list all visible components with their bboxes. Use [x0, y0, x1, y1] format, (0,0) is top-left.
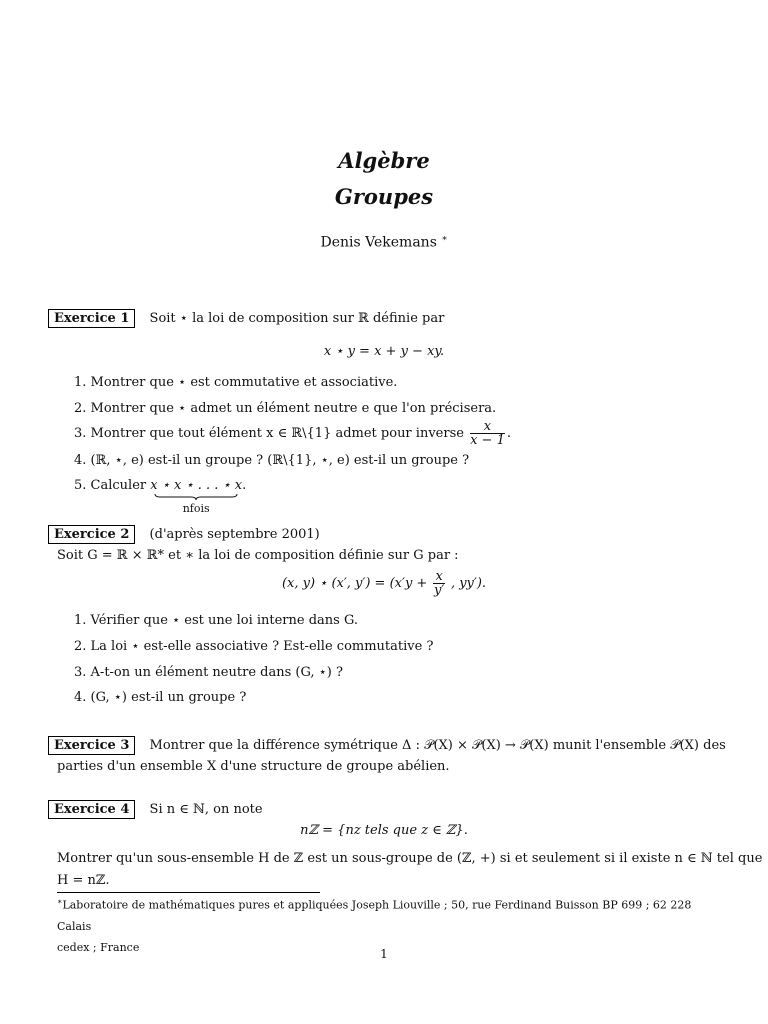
inverse-denominator: x − 1 [470, 433, 505, 448]
exercise-2-header [48, 525, 320, 544]
exercise-2-item-1: 1. Vérifier que ⋆ est une loi interne dans G. [74, 613, 359, 628]
exercise-3-header [48, 736, 726, 755]
author [0, 234, 768, 251]
exercise-1-header [48, 309, 444, 328]
exercise-4-label: Exercice 4 [48, 800, 135, 819]
footnote-mark: ∗ [57, 897, 63, 906]
exercise-2-intro: Soit G = ℝ × ℝ* et ∗ la loi de composition définie sur G par : [57, 548, 459, 563]
exercise-2-source: (d'après septembre 2001) [149, 527, 320, 542]
underbrace-expression [150, 478, 242, 515]
inverse-fraction [470, 420, 505, 447]
exercise-2-item-2: 2. La loi ⋆ est-elle associative ? Est-elle commutative ? [74, 639, 434, 654]
exercise-4-line-1: Montrer qu'un sous-ensemble H de ℤ est un sous-groupe de (ℤ, +) si et seulement si il existe n ∈ ℕ tel que [57, 851, 763, 866]
exercise-4-intro: Si n ∈ ℕ, on note [149, 802, 263, 817]
exercise-2-item-4: 4. (G, ⋆) est-il un groupe ? [74, 690, 247, 705]
exercise-1-item-5: 5. Calculer x ⋆ x ⋆ . . . ⋆ x nfois . [74, 478, 247, 515]
footnote-line-1: Laboratoire de mathématiques pures et appliquées Joseph Liouville ; 50, rue Ferdinand Buisson BP 699 ; 62 228 Calais [57, 898, 692, 933]
exercise-3-line-2: parties d'un ensemble X d'une structure de groupe abélien. [57, 759, 450, 774]
exercise-1-formula: x ⋆ y = x + y − xy. [323, 344, 445, 359]
exercise-1-intro: Soit ⋆ la loi de composition sur ℝ définie par [149, 311, 445, 326]
exercise-4-formula: nℤ = {nz tels que z ∈ ℤ}. [300, 823, 468, 838]
title-line-2: Groupes [334, 184, 434, 209]
author-name: Denis Vekemans [320, 234, 437, 251]
exercise-1-item-5-text: 5. Calculer [74, 478, 147, 493]
title-line-1: Algèbre [338, 148, 430, 173]
exercise-1-label: Exercice 1 [48, 309, 135, 328]
inverse-numerator: x [470, 420, 505, 434]
exercise-2-item-3: 3. A-t-on un élément neutre dans (G, ⋆) ? [74, 665, 343, 680]
exercise-2-label: Exercice 2 [48, 525, 135, 544]
underbrace-label: nfois [182, 502, 210, 515]
formula-fraction [433, 570, 444, 597]
exercise-1-item-4: 4. (ℝ, ⋆, e) est-il un groupe ? (ℝ\{1}, ⋆, e) est-il un groupe ? [74, 453, 470, 468]
formula-numerator: x [435, 569, 443, 584]
exercise-4-header [48, 800, 263, 819]
exercise-1-item-2: 2. Montrer que ⋆ admet un élément neutre e que l'on précisera. [74, 401, 497, 416]
exercise-4-line-2: H = nℤ. [57, 873, 110, 888]
exercise-3-line-1: Montrer que la différence symétrique Δ : 𝒫(X) × 𝒫(X) → 𝒫(X) munit l'ensemble 𝒫(X) des [149, 738, 726, 753]
formula-right: , yy′). [450, 576, 487, 591]
formula-denominator: y′ [433, 583, 445, 598]
exercise-3-label: Exercice 3 [48, 736, 135, 755]
calc-expression: x ⋆ x ⋆ . . . ⋆ x [150, 478, 243, 493]
page-number: 1 [380, 947, 388, 961]
exercise-1-item-3-text: 3. Montrer que tout élément x ∈ ℝ\{1} admet pour inverse [74, 426, 464, 441]
exercise-1-item-3: 3. Montrer que tout élément x ∈ ℝ\{1} admet pour inverse $\frac{x}{x - 1}$ . [74, 419, 511, 448]
exercise-1-item-1: 1. Montrer que ⋆ est commutative et associative. [74, 375, 398, 390]
footnote-line-2: cedex ; France [57, 940, 140, 954]
underbrace-icon [154, 493, 238, 501]
author-mark: ∗ [441, 234, 448, 244]
formula-left: (x, y) ⋆ (x′, y′) = (x′y + [281, 576, 428, 591]
exercise-2-formula [0, 570, 768, 597]
